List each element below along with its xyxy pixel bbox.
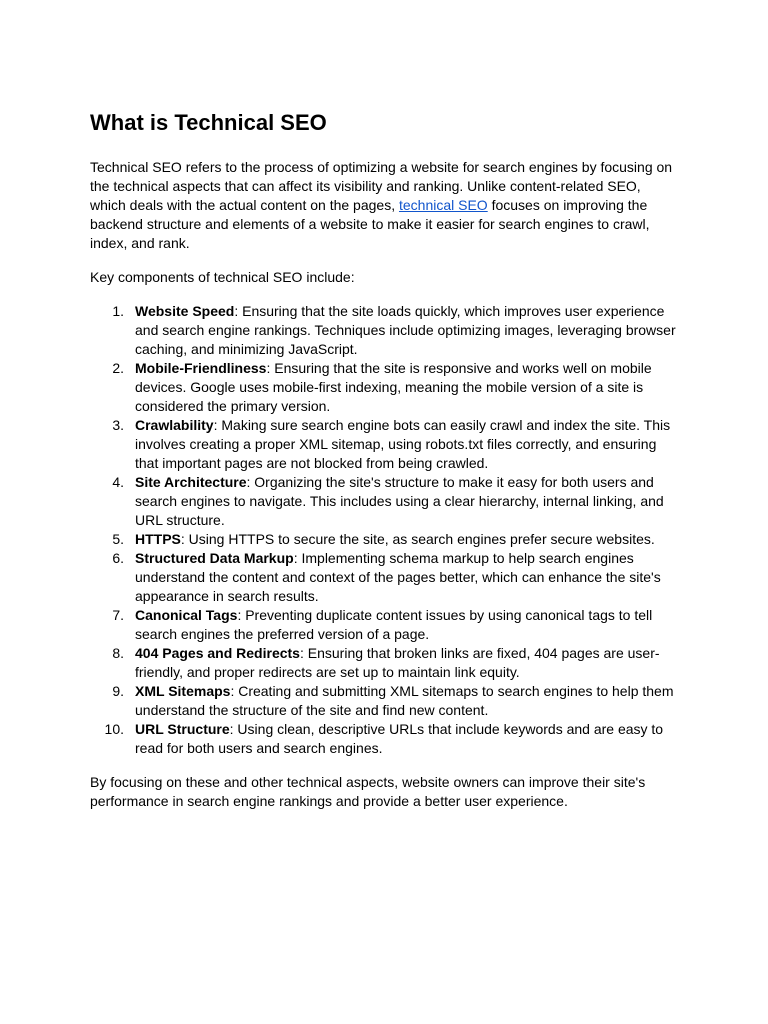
list-item-number: 5. xyxy=(112,531,124,547)
list-item xyxy=(90,359,678,416)
list-item-number: 6. xyxy=(112,550,124,566)
list-item-number: 9. xyxy=(112,683,124,699)
list-item-term: Website Speed xyxy=(135,303,235,319)
technical-seo-link[interactable]: technical SEO xyxy=(398,197,488,213)
conclusion-paragraph: By focusing on these and other technical aspects, website owners can improve their site's performance in search engine rankings and provide a better user experience. xyxy=(90,774,646,809)
list-item-term: Site Architecture xyxy=(135,474,247,490)
list-item-term: URL Structure xyxy=(135,721,230,737)
list-item-term: Mobile-Friendliness xyxy=(135,360,267,376)
list-item-number: 3. xyxy=(112,417,124,433)
list-lead-paragraph: Key components of technical SEO include: xyxy=(90,269,355,285)
list-item-number: 4. xyxy=(112,474,124,490)
list-item xyxy=(90,473,678,530)
list-item-number: 8. xyxy=(112,645,124,661)
list-item xyxy=(90,682,678,720)
list-item-number: 7. xyxy=(112,607,124,623)
intro-text-after-link: focuses on improving the backend structure and elements of a website to make it easier for search engines to crawl, index, and rank. xyxy=(90,197,650,251)
list-item-term: Structured Data Markup xyxy=(135,550,294,566)
list-item-text: : Implementing schema markup to help search engines understand the content and context of the pages better, which can enhance the site's appearance in search results. xyxy=(135,550,661,604)
list-item-number: 10. xyxy=(104,721,124,737)
list-item-text: : Using clean, descriptive URLs that include keywords and are easy to read for both users and search engines. xyxy=(135,721,664,756)
list-item xyxy=(90,549,678,606)
list-item-text: : Ensuring that broken links are fixed, 404 pages are user-friendly, and proper redirects are set up to maintain link equity. xyxy=(135,645,660,680)
list-item-text: : Preventing duplicate content issues by using canonical tags to tell search engines the preferred version of a page. xyxy=(135,607,653,642)
list-item-text: : Making sure search engine bots can easily crawl and index the site. This involves creating a proper XML sitemap, using robots.txt files correctly, and ensuring that important pages are not blocked from being crawled. xyxy=(135,417,671,471)
list-item xyxy=(90,530,678,549)
list-item-term: HTTPS xyxy=(135,531,181,547)
list-item-number: 1. xyxy=(112,303,124,319)
list-item-text: : Creating and submitting XML sitemaps to search engines to help them understand the structure of the site and find new content. xyxy=(135,683,674,718)
list-item xyxy=(90,720,678,758)
intro-paragraph xyxy=(90,158,678,253)
intro-text-before-link: Technical SEO refers to the process of optimizing a website for search engines by focusing on the technical aspects that can affect its visibility and ranking. Unlike content-related SEO, which deals with the actual content on the pages, xyxy=(90,159,673,213)
page-title: What is Technical SEO xyxy=(90,110,327,135)
list-item-term: Canonical Tags xyxy=(135,607,238,623)
list-item xyxy=(90,606,678,644)
list-item-text: : Ensuring that the site loads quickly, which improves user experience and search engine rankings. Techniques include optimizing images, leveraging browser caching, and minimizing JavaScript. xyxy=(135,303,676,357)
list-item-text: : Using HTTPS to secure the site, as search engines prefer secure websites. xyxy=(180,531,655,547)
list-item-text: : Organizing the site's structure to make it easy for both users and search engines to navigate. This includes using a clear hierarchy, internal linking, and URL structure. xyxy=(135,474,664,528)
components-list xyxy=(90,302,678,758)
list-item-term: 404 Pages and Redirects xyxy=(135,645,300,661)
list-item-term: Crawlability xyxy=(135,417,214,433)
list-item xyxy=(90,302,678,359)
list-item-text: : Ensuring that the site is responsive and works well on mobile devices. Google uses mobile-first indexing, meaning the mobile version of a site is considered the primary version. xyxy=(135,360,652,414)
list-item-number: 2. xyxy=(112,360,124,376)
list-item xyxy=(90,644,678,682)
list-item-term: XML Sitemaps xyxy=(135,683,231,699)
list-item xyxy=(90,416,678,473)
